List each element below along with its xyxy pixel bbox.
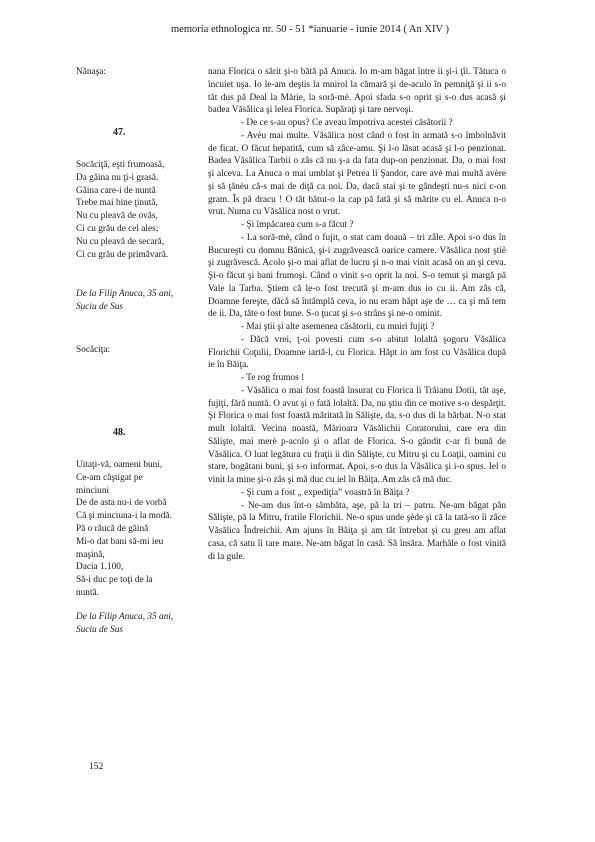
poem-line: Ci cu grău de primăvară. [76,249,169,260]
paragraph: - La soră-mè, când o fujit, o stat cam doauă – tri zâle. Apoi s-o dus în Bucureşti cu domnu Bănică, şi-i zugrăvească oarice camere. Văsălica nost ştiè şi zugrăvescă. Acolo şi-o mai aflat de lucru şi n-o mai vinit acasă on an şi ceva. Şi-o făcut şi bani frumoşi. Când o vinit s-o oprit la noi. S-o temut şi margă pă Vale la Tarba. Ştiem că le-o fost trecută şi m-am dus io cu ii. Am zâs că, Doamne fereşte, dăcă să întâmplă ceva, io nu eram hăpt aşe de … ca şi mă tem de ii. Da, tăte o fost bune. S-o ţucat şi s-o strâns şi ne-o ominit. [208,232,506,320]
poem-line: Ci cu grău de cel ales; [76,223,159,234]
paragraph: - De ce s-au opus? Ce aveau împotriva acestei căsătorii ? [241,118,453,128]
poem-line: Nu cu pleavă de ovăs, [76,211,158,222]
paragraph: - Avèu mai multe. Văsălica nost când o fost în armată s-o îmbolnăvit de ficat. O făcut hepatită, cum să zâce-amu. Şi l-o lăsat acasă şi l-o penzionat. Badea Văsălica Tarbii o zâs că nu ş-a da fata dup-on penzionat. Da, o mai fost şi alceva. La Anuca o mai umblat şi Petrea li Şandor, care avè mai multă avère şi să ţânèu că-s mai de diţă ca noi. Da, dacă stai şi te gândeşti nu-s nici c-on gram. Îs pă dracu ! O tăt bătut-o la cap pă fată şi să mărite cu el. Anuca n-o vrut. Numa cu Văsălica nost o vrut. [208,130,506,218]
source-attribution-47: De la Filip Anuca, 35 ani, Suciu de Sus [76,289,174,312]
paragraph: - Văsălica o mai fost foastă însurat cu Florica li Trăianu Dotii, tăt aşe, fujiţi, fără nuntă. O avut şi o fată lolaltă. Da, nu ştiu din ce motive s-o despărţit. Şi Florica o mai fost foastă măritată în Sălişte, da, s-o dus di la bărbat. N-o stat mult lolaltă. Vecina noastă, Mărioara Văsălichii Coratorului, care era din Sălişte, mai merè p-acolo şi o aflat de Florica. S-o gândit c-ar fi bună de Văsălica. O luat legătura cu fraţii ii din Sălişte, cu Mitru şi cu Loaţii, oamini cu stare, bogătani buni, şi s-o informat. Apoi, s-o dus la Văsălica şi i-o spus. Iel o vinit la mine şi-o zâs şi mă duc cu iel în Băiţa. Am zâs că mă duc. [208,385,506,485]
paragraph: - Te rog frumos ! [241,373,305,383]
poem-line: Da găina nu ţi-i grasă. [76,172,159,183]
paragraph: - Şi cum a fost „ expediţia” voastră în Băiţa ? [241,487,410,498]
paragraph: - Mai ştii şi alte asemenea căsătorii, cu mniri fujiţi ? [241,322,435,332]
poem-line: Ce-am câştigat pe [76,472,143,483]
poem-line: minciuni [76,485,110,496]
paragraph: - Dăcă vrei, ţ-oi povesti cum s-o abitut lolaltă şogoru Văsălica Florichii Coţulii, Doamne iartă-l, cu Florica. Hăpt io am fost cu Văsălica după ie în Băiţa. [208,334,506,371]
poem-line: Socăciţă, eşti frumoasă, [76,160,165,170]
poem-line: Găina care-i de nuntă [76,185,156,196]
speaker-label-socacita: Socăciţa: [76,345,111,355]
poem-line: Că şi minciuna-i la modă. [76,511,172,522]
poem-line: Pă o răucă de găină [76,523,149,534]
song-number-48: 48. [113,427,126,438]
poem-line: Trebe mai bine ţinută, [76,198,158,209]
paragraph: - Şi împăcarea cum s-a făcut ? [241,220,354,230]
interview-text-column [208,66,506,563]
running-header: memoria ethnologica nr. 50 - 51 *ianuarie - iunie 2014 ( An XIV ) [171,24,449,35]
poem-line: maşină, [76,549,105,560]
paragraph: - Ne-am dus înt-o sâmbăta, aşe, pă la tri – patru. Ne-am băgat pân Sălişte, pă la Mitru, fratile Florichii. Ne-o spus unde şède şi că la tată-so îi zâce Văsălica Îndreichii. Am ajuns în Băiţa şi am tăt întrebat şi cu greu am aflat casa, că satu îi tare mare. Ne-am băgat în casă. Să însăra. Marhăle o fost vinită di la gule. [208,500,506,562]
song-number-47: 47. [113,127,126,138]
poem-line: De de asta nu-i de vorbă [76,498,167,509]
poem-line: Nu cu pleavă de secară, [76,236,165,247]
poem-47 [76,159,206,261]
poem-line: Să-i duc pe toţi de la [76,575,153,586]
page-number: 152 [89,762,104,772]
poem-line: Dacia 1.100, [76,562,124,573]
poem-line: nuntă. [76,587,99,598]
paragraph: nana Florica o sărit şi-o bătă pă Anuca. Io m-am băgat între ii şi-i ţîi. Tătuca o încuiet uşa. Io le-am deştis la mnirol la cămară şi de-aculo în pemniţă şi ii s-o tăt dus pă Deal la Mărie, la soră-mè. Apoi sfada s-o oprit şi s-o dus acasă şi badea Văsălica şi lelea Florica. Supăraţi şi tare nervoşi. [208,67,506,116]
poem-line: Mi-o dat bani să-mi ieu [76,536,164,547]
speaker-label-nanasa: Nănaşa: [76,67,106,77]
poem-48 [76,459,206,600]
source-attribution-48: De la Filip Anuca, 35 ani, Suciu de Sus [76,612,174,635]
poem-line: Uitaţi-vă, oameni buni, [76,460,163,470]
